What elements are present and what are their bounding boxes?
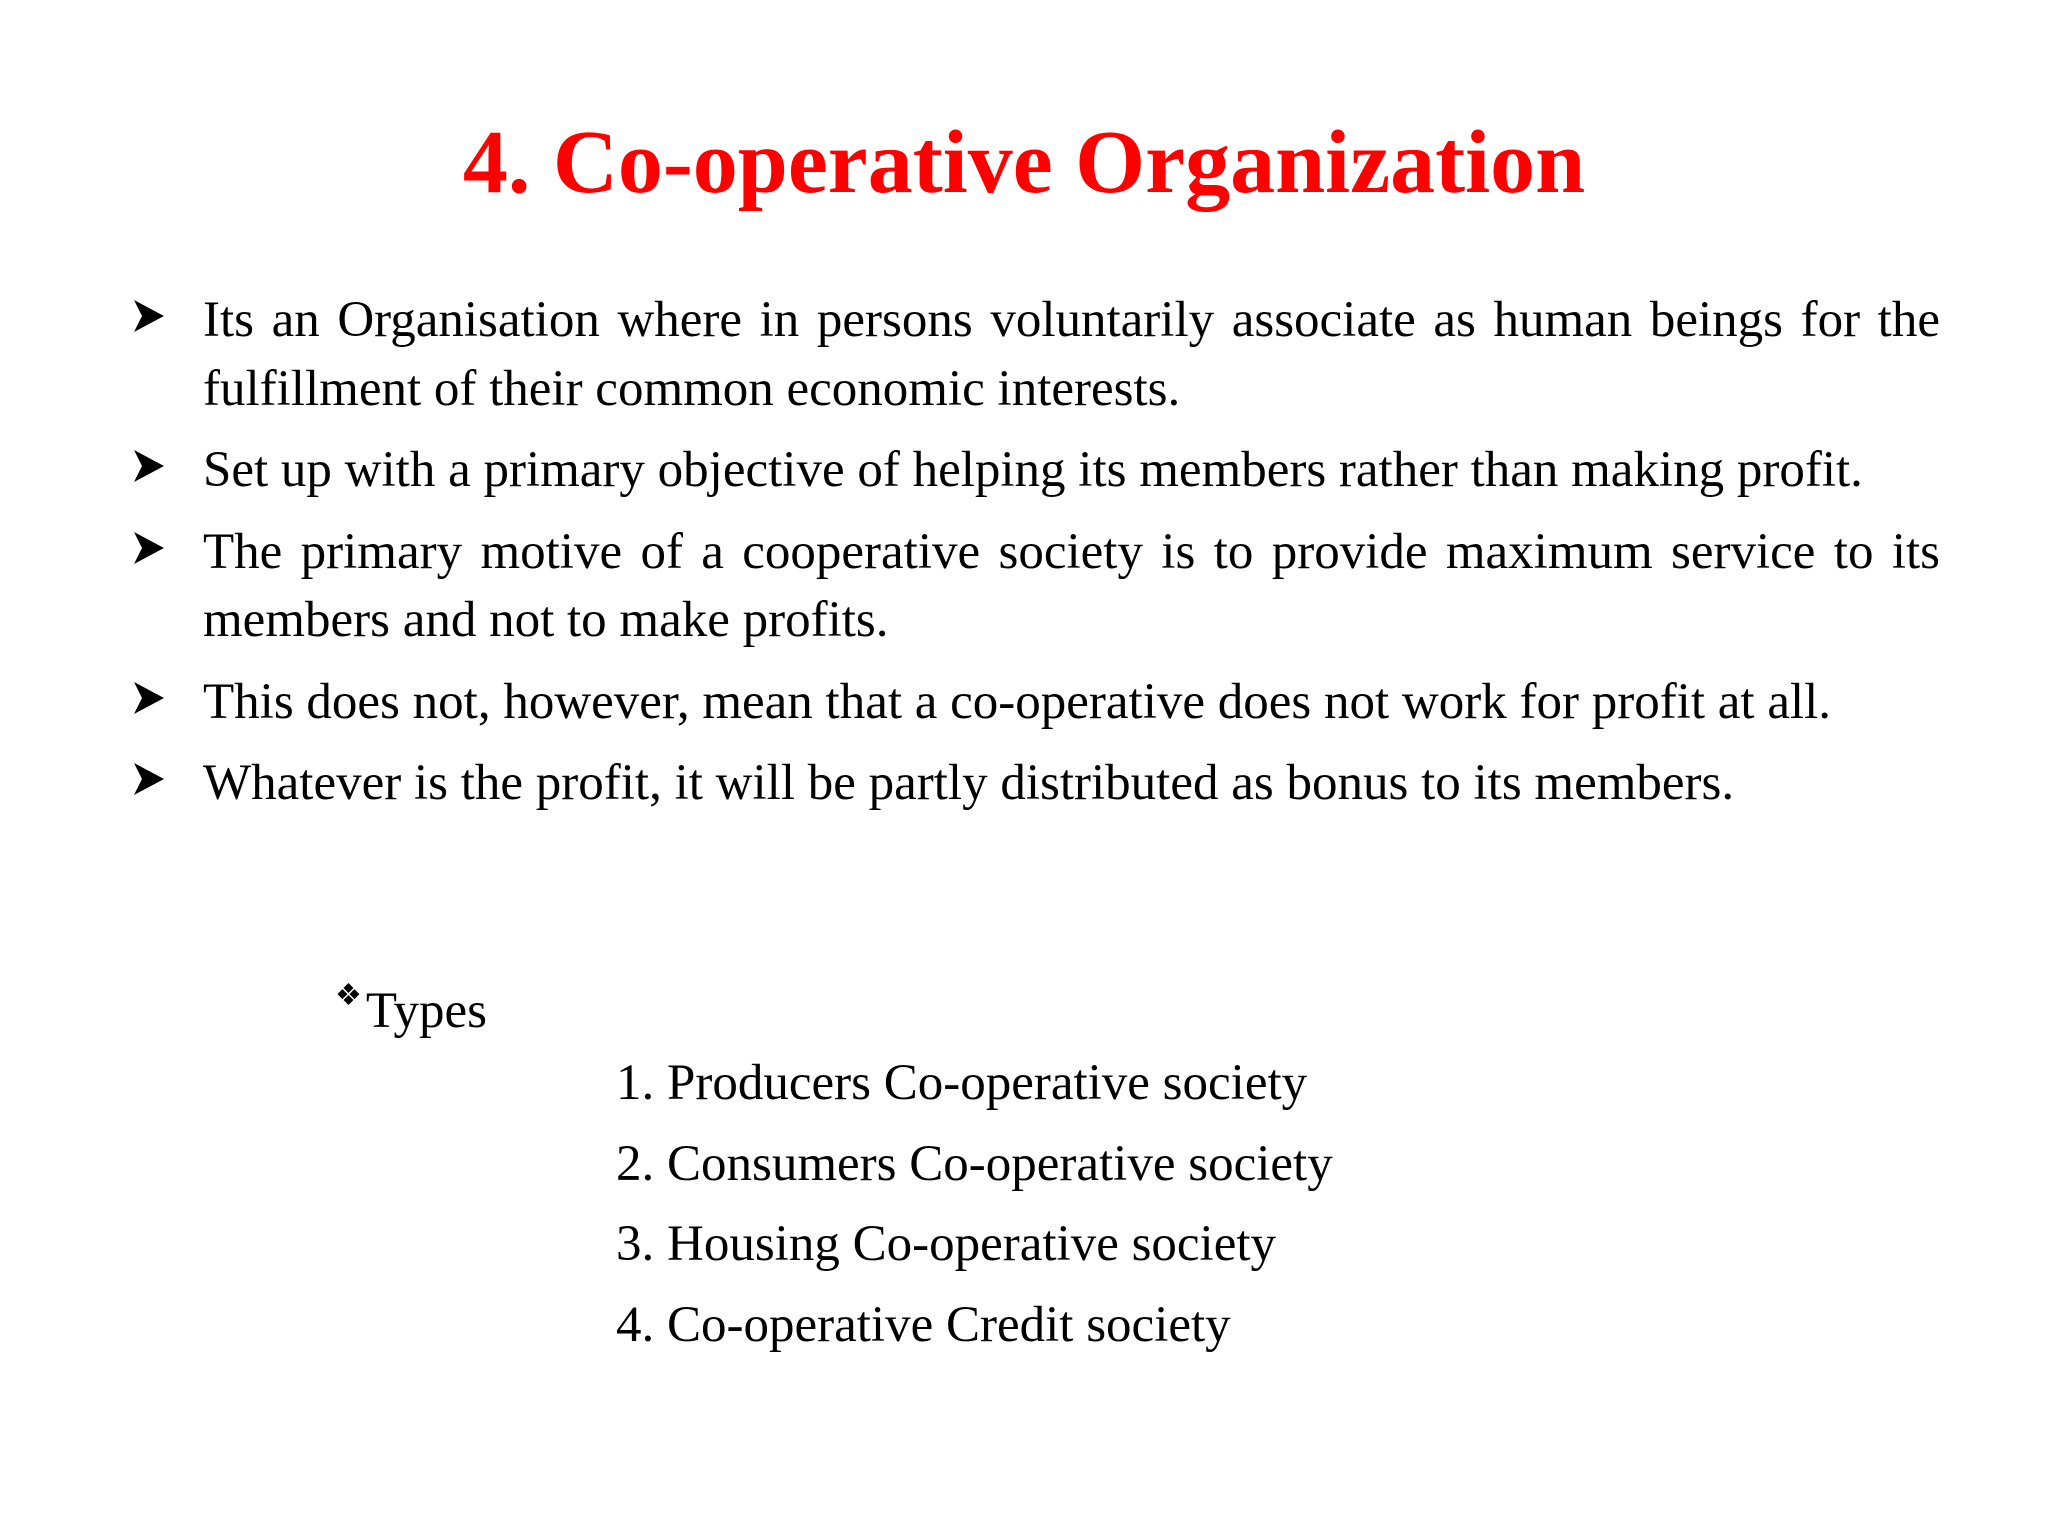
list-item: 4. Co-operative Credit society [616, 1296, 1231, 1353]
arrow-bullet-icon [130, 668, 166, 736]
bullet-item [130, 286, 1940, 423]
arrow-bullet-icon [130, 436, 166, 504]
diamond-bullet-icon: ❖ [335, 979, 362, 1012]
list-item: 3. Housing Co-operative society [616, 1216, 1277, 1272]
bullet-text: This does not, however, mean that a co-operative does not work for profit at all. [203, 673, 1832, 730]
arrow-bullet-icon [130, 518, 166, 586]
bullet-list [130, 286, 1940, 831]
bullet-text: Set up with a primary objective of helping its members rather than making profit. [203, 442, 1863, 498]
list-item: 1. Producers Co-operative society [616, 1055, 1308, 1111]
bullet-text: The primary motive of a cooperative society is to provide maximum service to its members and not to make profits. [203, 523, 1940, 648]
list-item: 2. Consumers Co-operative society [616, 1135, 1333, 1192]
types-heading-text: Types [365, 983, 487, 1039]
bullet-item [130, 518, 1940, 655]
bullet-item [130, 749, 1940, 818]
bullet-item [130, 436, 1940, 505]
slide-title: 4. Co-operative Organization [462, 113, 1586, 212]
types-list [616, 1043, 1333, 1365]
bullet-item [130, 668, 1940, 737]
bullet-text: Its an Organisation where in persons voluntarily associate as human beings for the fulfillment of their common economic interests. [203, 292, 1940, 417]
arrow-bullet-icon [130, 286, 166, 354]
types-heading [335, 962, 487, 1045]
arrow-bullet-icon [130, 749, 166, 817]
bullet-text: Whatever is the profit, it will be partly distributed as bonus to its members. [203, 755, 1735, 811]
